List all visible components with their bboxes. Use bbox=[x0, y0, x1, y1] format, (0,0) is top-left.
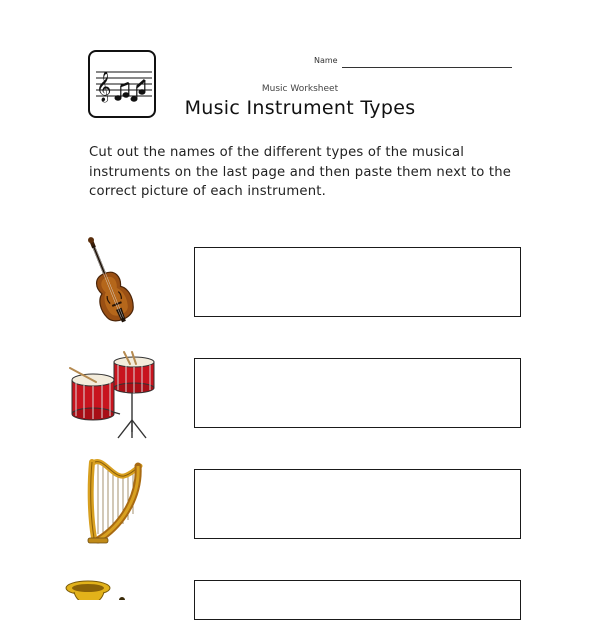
name-line[interactable] bbox=[342, 67, 512, 68]
answer-box-4[interactable] bbox=[194, 580, 521, 620]
instructions-text: Cut out the names of the different types of the musical instruments on the last page and then paste them next to the correct picture of each instrument. bbox=[89, 145, 512, 199]
answer-box-3[interactable] bbox=[194, 469, 521, 539]
answer-box-1[interactable] bbox=[194, 247, 521, 317]
tuba-icon bbox=[64, 578, 134, 600]
name-label: Name bbox=[314, 56, 338, 65]
worksheet-subtitle: Music Worksheet bbox=[261, 84, 339, 94]
svg-text:𝄞: 𝄞 bbox=[96, 72, 112, 102]
drum-set-icon bbox=[66, 350, 162, 442]
answer-box-2[interactable] bbox=[194, 358, 521, 428]
name-field[interactable] bbox=[314, 56, 514, 70]
page-title: Music Instrument Types bbox=[184, 97, 416, 119]
harp-icon bbox=[84, 454, 146, 548]
violin-icon bbox=[80, 232, 144, 332]
